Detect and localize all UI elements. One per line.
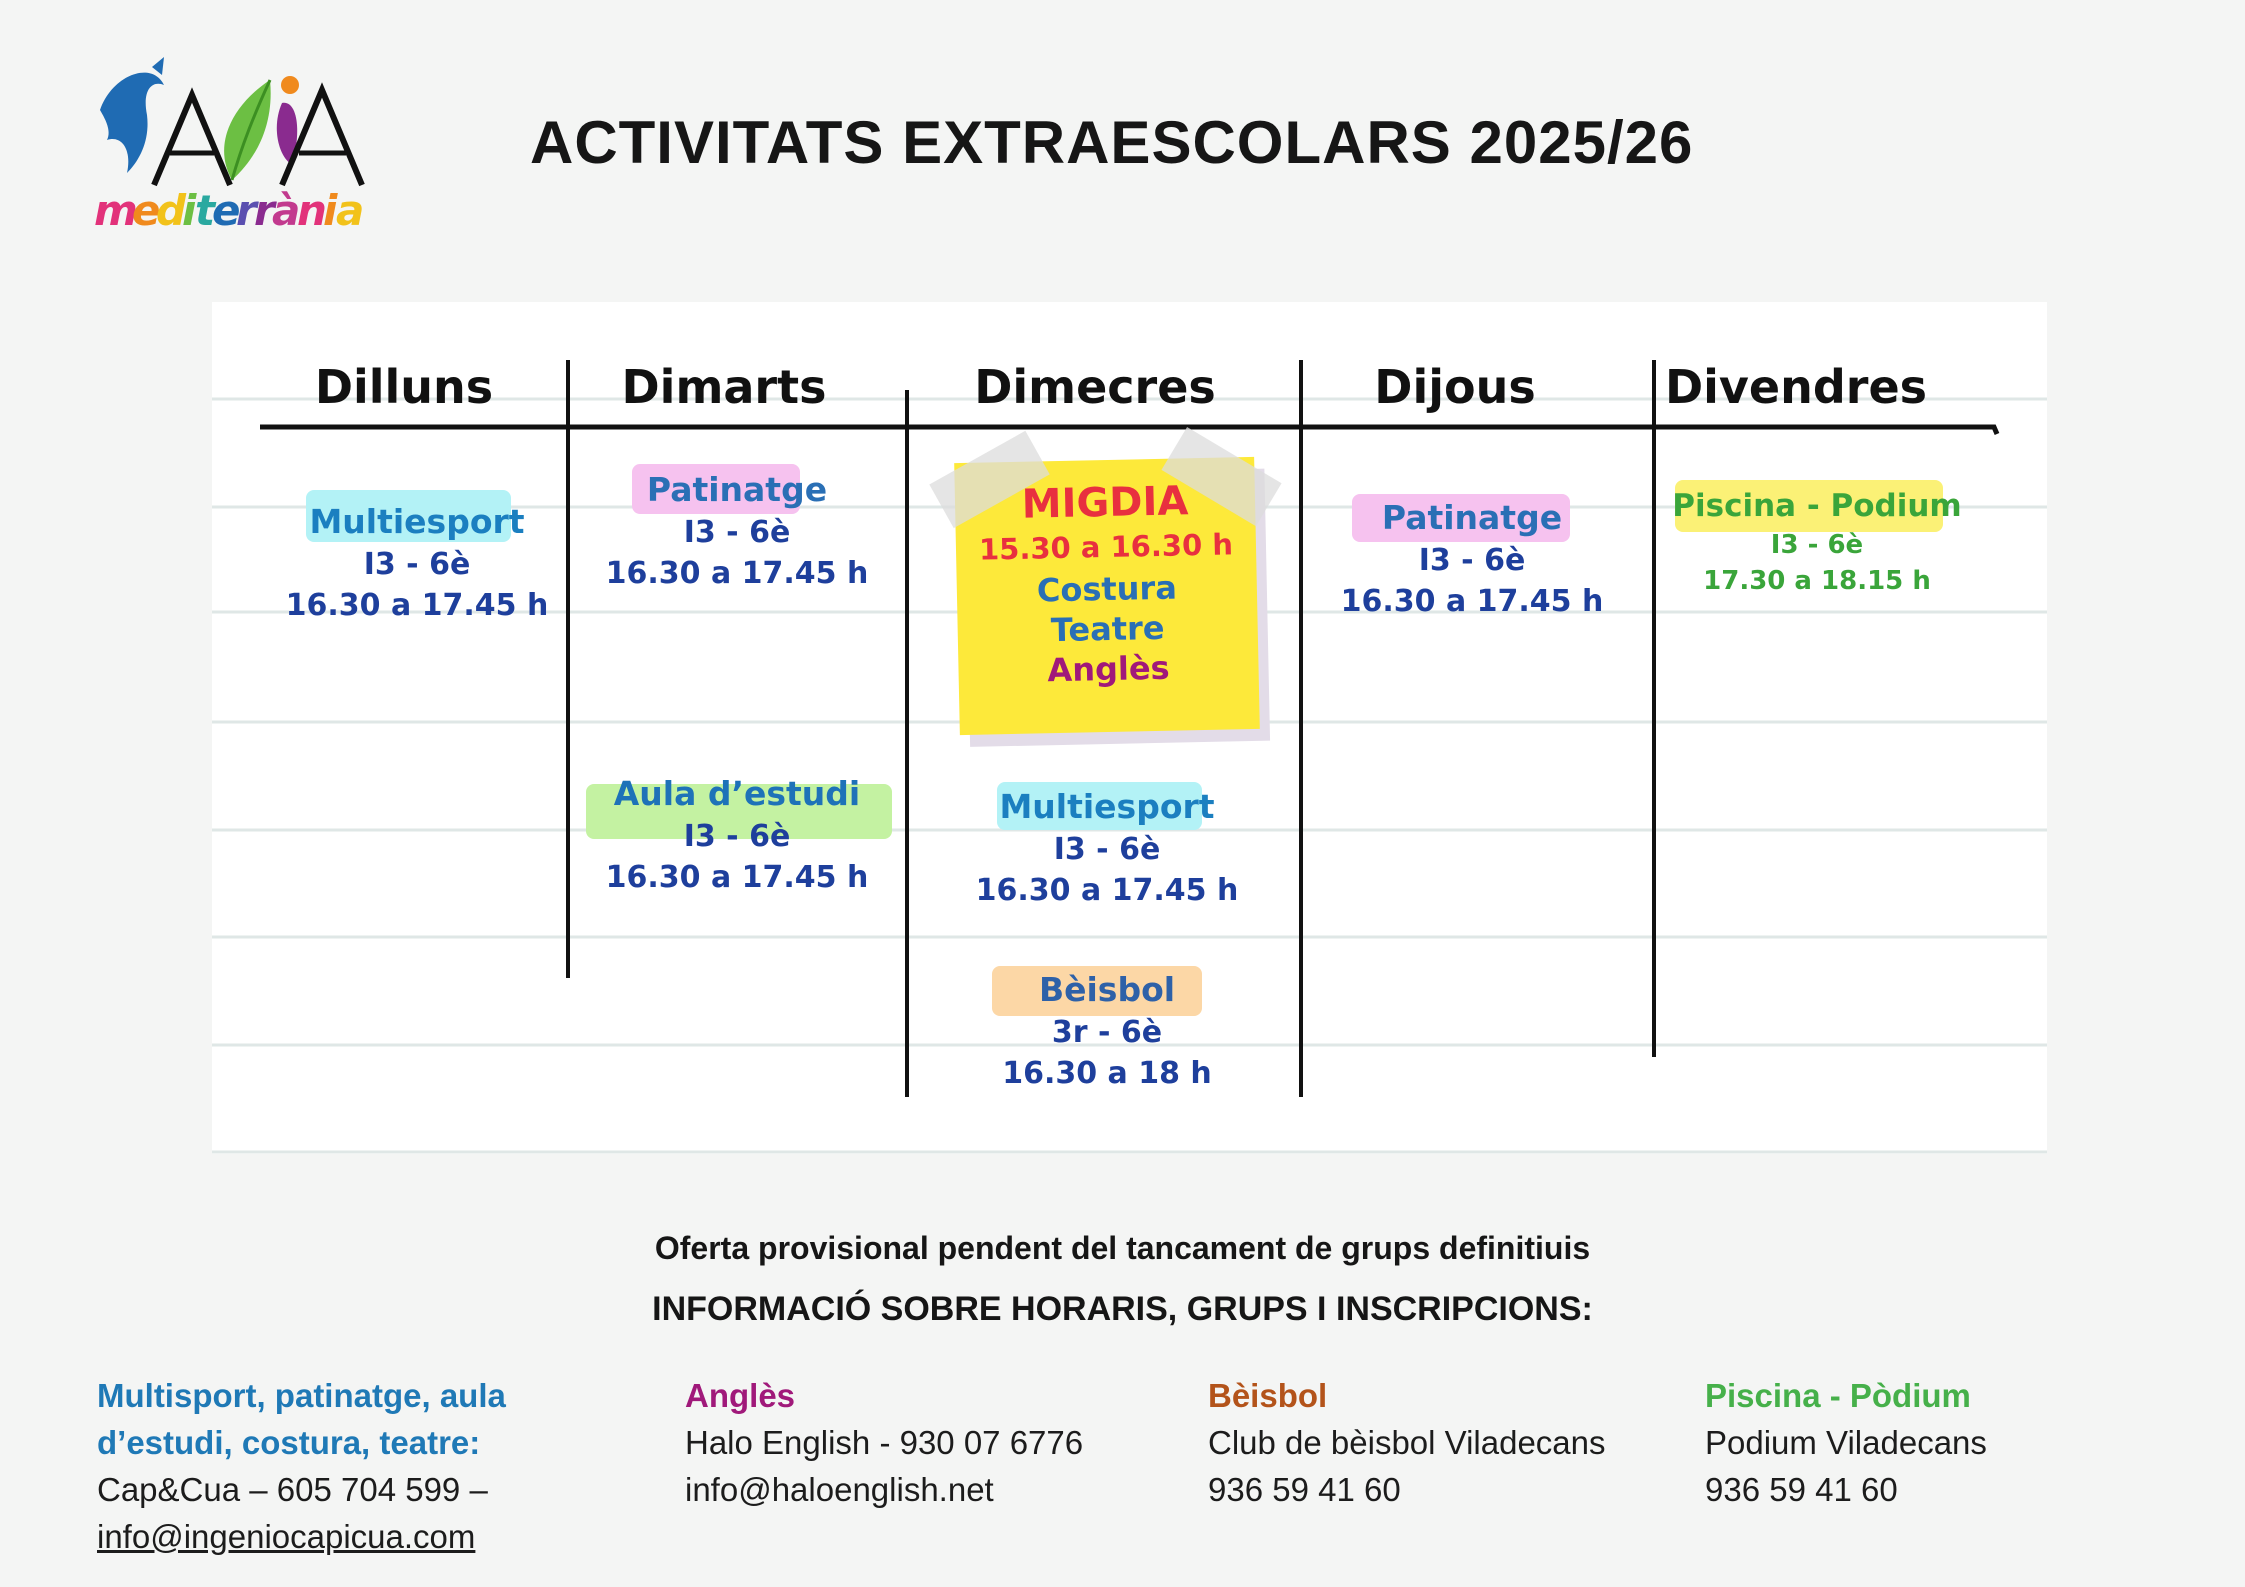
contact-piscina bbox=[1705, 1372, 1987, 1513]
activity-name: Patinatge bbox=[1381, 498, 1563, 537]
svg-text:m: m bbox=[94, 186, 138, 230]
day-divendres: Divendres bbox=[1664, 360, 1928, 414]
activity-grades: 3r - 6è bbox=[1051, 1015, 1163, 1050]
contact-heading: Bèisbol bbox=[1208, 1377, 1328, 1414]
day-dimecres: Dimecres bbox=[974, 360, 1216, 414]
migdia-title: MIGDIA bbox=[1021, 478, 1189, 528]
contact-line: Cap&Cua – 605 704 599 – bbox=[97, 1471, 488, 1508]
activity-grades: I3 - 6è bbox=[363, 547, 471, 582]
schedule-board bbox=[212, 302, 2047, 1154]
svg-text:e: e bbox=[132, 186, 161, 230]
activity-dimarts-aula bbox=[587, 774, 887, 895]
activity-name: Bèisbol bbox=[1038, 970, 1176, 1009]
activity-name: Piscina - Podium bbox=[1672, 488, 1962, 524]
activity-time: 16.30 a 17.45 h bbox=[285, 588, 549, 623]
activity-grades: I3 - 6è bbox=[1053, 832, 1161, 867]
svg-text:i: i bbox=[182, 186, 197, 230]
contact-email: info@haloenglish.net bbox=[685, 1471, 994, 1508]
svg-text:a: a bbox=[336, 186, 365, 230]
contact-phone: 936 59 41 60 bbox=[1705, 1471, 1898, 1508]
activity-dimecres-migdia bbox=[955, 477, 1259, 691]
day-dimarts: Dimarts bbox=[621, 360, 827, 414]
activity-grades: I3 - 6è bbox=[683, 515, 791, 550]
activity-time: 16.30 a 17.45 h bbox=[1340, 584, 1604, 619]
svg-text:d: d bbox=[156, 186, 187, 230]
svg-text:r: r bbox=[236, 186, 257, 230]
activity-divendres-piscina bbox=[1667, 488, 1967, 596]
activity-name: Patinatge bbox=[646, 470, 828, 509]
contact-line: Club de bèisbol Viladecans bbox=[1208, 1424, 1606, 1461]
activity-grades: I3 - 6è bbox=[683, 819, 791, 854]
contact-heading: Anglès bbox=[685, 1377, 796, 1414]
contact-heading: d’estudi, costura, teatre: bbox=[97, 1424, 481, 1461]
activity-name: Multiesport bbox=[309, 502, 525, 541]
activity-name: Aula d’estudi bbox=[613, 774, 861, 813]
migdia-item-costura: Costura bbox=[1036, 568, 1178, 610]
activity-grades: I3 - 6è bbox=[1418, 543, 1526, 578]
activity-dimecres-multiesport bbox=[952, 787, 1262, 908]
activity-time: 16.30 a 17.45 h bbox=[605, 556, 869, 591]
svg-text:n: n bbox=[297, 186, 327, 230]
activity-dilluns-multiesport bbox=[272, 502, 562, 623]
activity-name: Multiesport bbox=[999, 787, 1215, 826]
info-heading: INFORMACIÓ SOBRE HORARIS, GRUPS I INSCRIPCIONS: bbox=[652, 1290, 1593, 1328]
contact-phone: 936 59 41 60 bbox=[1208, 1471, 1401, 1508]
activity-time: 16.30 a 17.45 h bbox=[605, 860, 869, 895]
afa-logo bbox=[92, 55, 372, 230]
activity-time: 16.30 a 18 h bbox=[1002, 1056, 1212, 1091]
activity-dimarts-patinatge bbox=[587, 470, 887, 591]
svg-text:t: t bbox=[195, 186, 216, 230]
day-dijous: Dijous bbox=[1374, 360, 1536, 414]
activity-time: 16.30 a 17.45 h bbox=[975, 873, 1239, 908]
page-title: ACTIVITATS EXTRAESCOLARS 2025/26 bbox=[530, 109, 1694, 176]
provisional-note: Oferta provisional pendent del tancament de grups definitiuis bbox=[654, 1230, 1591, 1266]
migdia-item-teatre: Teatre bbox=[1050, 608, 1165, 650]
contact-line: Halo English - 930 07 6776 bbox=[685, 1424, 1084, 1461]
activity-time: 17.30 a 18.15 h bbox=[1703, 566, 1931, 596]
contact-beisbol bbox=[1208, 1372, 1606, 1513]
contact-heading: Multisport, patinatge, aula bbox=[97, 1377, 506, 1414]
contact-line: Podium Viladecans bbox=[1705, 1424, 1987, 1461]
contact-angles bbox=[685, 1372, 1083, 1513]
svg-text:à: à bbox=[272, 186, 301, 230]
activity-dimecres-beisbol bbox=[952, 970, 1262, 1091]
migdia-time: 15.30 a 16.30 h bbox=[978, 527, 1234, 567]
contact-multisport bbox=[97, 1372, 506, 1560]
contact-email-link[interactable]: info@ingeniocapicua.com bbox=[97, 1518, 476, 1555]
migdia-item-angles: Anglès bbox=[1047, 648, 1170, 690]
svg-text:r: r bbox=[254, 186, 275, 230]
migdia-sticky-note bbox=[954, 457, 1260, 735]
activity-dijous-patinatge bbox=[1312, 498, 1632, 619]
day-dilluns: Dilluns bbox=[314, 360, 494, 414]
contact-heading: Piscina - Pòdium bbox=[1705, 1377, 1971, 1414]
svg-text:e: e bbox=[212, 186, 241, 230]
svg-text:i: i bbox=[323, 186, 338, 230]
activity-grades: I3 - 6è bbox=[1770, 530, 1864, 560]
